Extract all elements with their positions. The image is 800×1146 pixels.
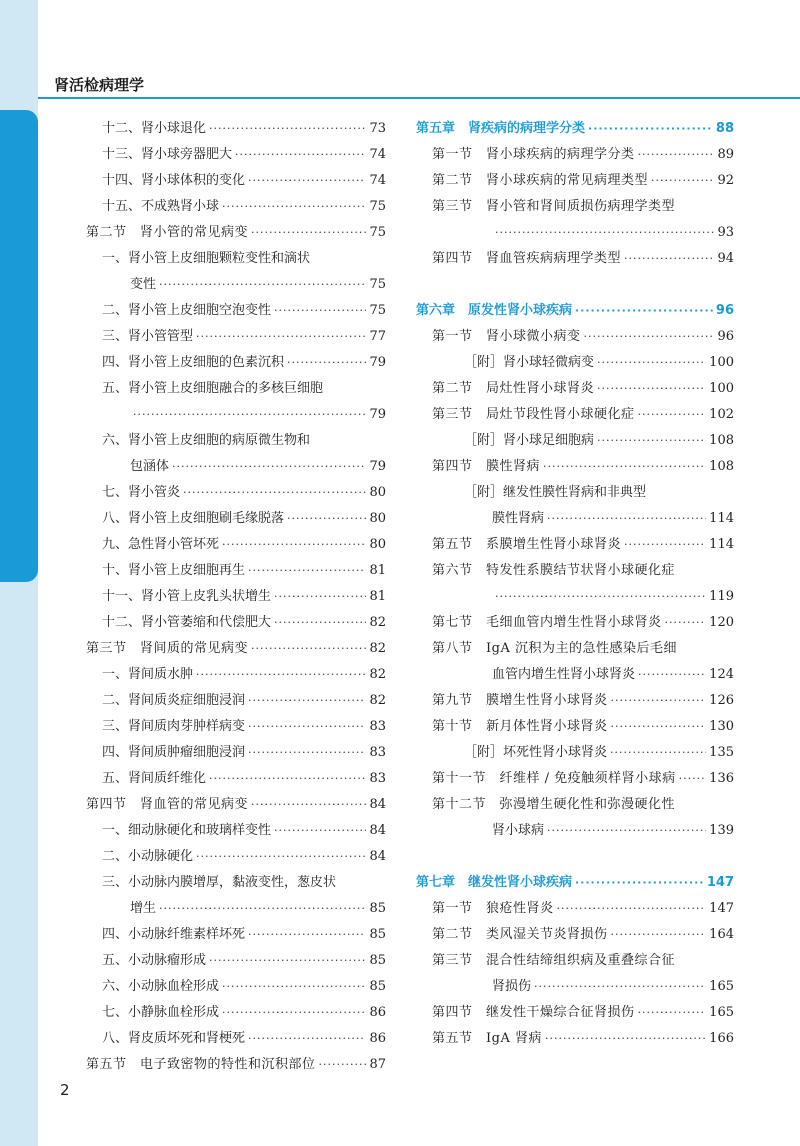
toc-entry-label: 十、肾小管上皮细胞再生 (102, 563, 246, 578)
section-gap (416, 272, 734, 298)
toc-chapter[interactable] (416, 116, 734, 142)
dot-leader (251, 792, 366, 818)
toc-entry-label: 第二节 局灶性肾小球肾炎 (432, 381, 595, 396)
header-rule (38, 97, 800, 99)
toc-entry-page: 86 (369, 1031, 386, 1046)
toc-entry-page: 82 (369, 615, 386, 630)
toc-entry-label: 第三节 肾小管和肾间质损伤病理学类型 (432, 199, 676, 214)
toc-entry[interactable] (416, 428, 734, 454)
dot-leader (557, 896, 707, 922)
toc-entry-label: 三、肾间质肉芽肿样病变 (102, 719, 246, 734)
dot-leader (183, 480, 366, 506)
side-tab (0, 110, 38, 582)
dot-leader (651, 168, 714, 194)
toc-entry-label: 四、肾小管上皮细胞的色素沉积 (102, 355, 285, 370)
toc-entry-page: 166 (709, 1031, 734, 1046)
toc-entry[interactable] (86, 662, 386, 688)
toc-entry[interactable] (416, 246, 734, 272)
toc-entry[interactable] (86, 558, 386, 584)
toc-entry-page: 82 (369, 641, 386, 656)
dot-leader (251, 220, 366, 246)
toc-entry-label: 第四节 继发性干燥综合征肾损伤 (432, 1005, 635, 1020)
toc-entry-page: 74 (369, 173, 386, 188)
toc-entry-label: 十二、肾小管萎缩和代偿肥大 (102, 615, 272, 630)
toc-entry[interactable] (416, 714, 734, 740)
toc-entry-page: 119 (709, 589, 734, 604)
toc-entry-label: 第五节 IgA 肾病 (432, 1031, 542, 1046)
toc-entry-label: 包涵体 (130, 459, 170, 474)
toc-entry[interactable] (86, 324, 386, 350)
toc-entry-label: 膜性肾病 (492, 511, 545, 526)
toc-entry-label: 一、肾小管上皮细胞颗粒变性和滴状 (102, 251, 311, 266)
dot-leader (251, 636, 366, 662)
dot-leader (287, 350, 366, 376)
toc-entry-page: 147 (709, 901, 734, 916)
toc-entry-label: 九、急性肾小管坏死 (102, 537, 220, 552)
toc-entry[interactable] (86, 766, 386, 792)
toc-entry-page: 93 (717, 225, 734, 240)
toc-entry[interactable] (86, 116, 386, 142)
toc-entry[interactable] (416, 818, 734, 844)
toc-entry-label: 第一节 狼疮性肾炎 (432, 901, 554, 916)
toc-entry-label: ［附］坏死性肾小球肾炎 (464, 745, 608, 760)
dot-leader (235, 142, 366, 168)
toc-entry[interactable] (86, 454, 386, 480)
dot-leader (172, 454, 366, 480)
toc-entry-page: 126 (709, 693, 734, 708)
dot-leader (248, 558, 366, 584)
toc-entry-page: 88 (715, 121, 734, 136)
dot-leader (248, 740, 366, 766)
toc-entry-label: 肾损伤 (492, 979, 532, 994)
dot-leader (610, 740, 706, 766)
toc-entry-label: ［附］继发性膜性肾病和非典型 (464, 485, 647, 500)
toc-entry[interactable] (416, 974, 734, 1000)
toc-entry[interactable] (416, 766, 734, 792)
dot-leader (597, 376, 706, 402)
toc-entry[interactable] (86, 376, 386, 402)
toc-entry-label: 第二节 类风湿关节炎肾损伤 (432, 927, 608, 942)
section-gap (416, 844, 734, 870)
toc-entry[interactable] (86, 168, 386, 194)
toc-entry-label: 十二、肾小球退化 (102, 121, 207, 136)
dot-leader (611, 714, 707, 740)
toc-entry-label: 第三节 混合性结缔组织病及重叠综合征 (432, 953, 676, 968)
toc-entry[interactable] (86, 636, 386, 662)
dot-leader (638, 662, 706, 688)
toc-entry-page: 80 (369, 537, 386, 552)
dot-leader (222, 1000, 366, 1026)
toc-entry-label: 四、小动脉纤维素样坏死 (102, 927, 246, 942)
dot-leader (547, 506, 706, 532)
toc-entry-page: 85 (369, 979, 386, 994)
toc-entry-label: 六、肾小管上皮细胞的病原微生物和 (102, 433, 311, 448)
toc-entry-page: 83 (369, 745, 386, 760)
toc-entry-label: 第八节 IgA 沉积为主的急性感染后毛细 (432, 641, 677, 656)
dot-leader (534, 974, 706, 1000)
toc-entry[interactable] (86, 428, 386, 454)
toc-entry-page: 81 (369, 589, 386, 604)
dot-leader (638, 402, 707, 428)
dot-leader (196, 324, 366, 350)
toc-entry[interactable] (86, 194, 386, 220)
toc-entry[interactable] (416, 142, 734, 168)
toc-entry[interactable] (86, 480, 386, 506)
toc-entry-label: 第二节 肾小管的常见病变 (86, 225, 249, 240)
dot-leader (274, 298, 366, 324)
toc-entry-label: ［附］肾小球轻微病变 (464, 355, 595, 370)
toc-left-column (86, 116, 386, 1078)
toc-entry-page: 165 (709, 979, 734, 994)
dot-leader (665, 610, 707, 636)
dot-leader (575, 870, 704, 896)
toc-entry-label: 第四节 肾血管的常见病变 (86, 797, 249, 812)
toc-entry[interactable] (86, 532, 386, 558)
dot-leader (222, 532, 366, 558)
toc-entry-label: 三、小动脉内膜增厚，黏液变性，葱皮状 (102, 875, 337, 890)
toc-entry[interactable] (416, 194, 734, 220)
toc-entry-label: 第二节 肾小球疾病的常见病理类型 (432, 173, 649, 188)
toc-entry-label: 第七节 毛细血管内增生性肾小球肾炎 (432, 615, 662, 630)
toc-entry[interactable] (86, 844, 386, 870)
dot-leader (624, 532, 706, 558)
toc-entry-label: 十四、肾小球体积的变化 (102, 173, 246, 188)
toc-entry[interactable] (416, 948, 734, 974)
toc-right-column (416, 116, 734, 1052)
toc-entry-page: 85 (369, 901, 386, 916)
toc-entry-page: 114 (709, 537, 734, 552)
toc-entry-page: 79 (369, 355, 386, 370)
toc-entry-page: 139 (709, 823, 734, 838)
toc-entry-page: 130 (709, 719, 734, 734)
toc-chapter[interactable] (416, 298, 734, 324)
toc-entry-label: 第三节 局灶节段性肾小球硬化症 (432, 407, 635, 422)
toc-entry-page: 114 (709, 511, 734, 526)
toc-entry-page: 74 (369, 147, 386, 162)
toc-entry-label: 第三节 肾间质的常见病变 (86, 641, 249, 656)
toc-entry-page: 79 (369, 407, 386, 422)
toc-entry-label: 六、小动脉血栓形成 (102, 979, 220, 994)
toc-entry-label: 八、肾皮质坏死和肾梗死 (102, 1031, 246, 1046)
dot-leader (495, 584, 706, 610)
toc-entry-page: 79 (369, 459, 386, 474)
dot-leader (611, 688, 707, 714)
toc-entry[interactable] (86, 948, 386, 974)
toc-entry[interactable] (416, 324, 734, 350)
toc-entry[interactable] (416, 584, 734, 610)
toc-entry[interactable] (416, 740, 734, 766)
dot-leader (222, 974, 366, 1000)
toc-entry[interactable] (86, 584, 386, 610)
dot-leader (611, 922, 707, 948)
page-number: 2 (60, 1081, 70, 1099)
toc-entry-label: 一、细动脉硬化和玻璃样变性 (102, 823, 272, 838)
toc-entry-label: 五、小动脉瘤形成 (102, 953, 207, 968)
toc-entry[interactable] (86, 922, 386, 948)
toc-entry-page: 136 (709, 771, 734, 786)
toc-entry-page: 73 (369, 121, 386, 136)
toc-entry[interactable] (416, 558, 734, 584)
toc-entry-label: 四、肾间质肿瘤细胞浸润 (102, 745, 246, 760)
toc-entry-label: 七、肾小管炎 (102, 485, 181, 500)
toc-entry-page: 86 (369, 1005, 386, 1020)
toc-entry-label: 八、肾小管上皮细胞刷毛缘脱落 (102, 511, 285, 526)
toc-entry-page: 75 (369, 303, 386, 318)
toc-entry[interactable] (86, 870, 386, 896)
dot-leader (248, 168, 366, 194)
toc-entry[interactable] (86, 350, 386, 376)
toc-entry-label: 第一节 肾小球疾病的病理学分类 (432, 147, 635, 162)
dot-leader (274, 818, 366, 844)
dot-leader (575, 298, 713, 324)
dot-leader (588, 116, 713, 142)
dot-leader (274, 584, 366, 610)
dot-leader (624, 246, 714, 272)
toc-entry[interactable] (416, 636, 734, 662)
toc-entry-page: 85 (369, 927, 386, 942)
toc-entry[interactable] (86, 1026, 386, 1052)
toc-entry-page: 83 (369, 719, 386, 734)
toc-entry[interactable] (416, 896, 734, 922)
toc-entry-label: 五、肾间质纤维化 (102, 771, 207, 786)
toc-entry-label: 一、肾间质水肿 (102, 667, 194, 682)
toc-entry[interactable] (416, 506, 734, 532)
toc-entry-page: 120 (709, 615, 734, 630)
dot-leader (584, 324, 715, 350)
toc-entry-label: 十一、肾小管上皮乳头状增生 (102, 589, 272, 604)
toc-entry[interactable] (86, 896, 386, 922)
toc-entry-page: 82 (369, 693, 386, 708)
dot-leader (319, 1052, 367, 1078)
toc-entry-page: 165 (709, 1005, 734, 1020)
toc-entry-label: 第十二节 弥漫增生硬化性和弥漫硬化性 (432, 797, 676, 812)
toc-entry-label: 第十节 新月体性肾小球肾炎 (432, 719, 608, 734)
toc-entry-page: 85 (369, 953, 386, 968)
toc-entry-label: 第一节 肾小球微小病变 (432, 329, 581, 344)
dot-leader (547, 818, 706, 844)
toc-entry-page: 75 (369, 277, 386, 292)
toc-entry[interactable] (416, 1000, 734, 1026)
toc-entry[interactable] (416, 922, 734, 948)
dot-leader (209, 766, 366, 792)
toc-entry-label: 十三、肾小球旁器肥大 (102, 147, 233, 162)
dot-leader (133, 402, 366, 428)
dot-leader (248, 688, 366, 714)
toc-entry[interactable] (86, 1000, 386, 1026)
toc-entry-label: 第九节 膜增生性肾小球肾炎 (432, 693, 608, 708)
dot-leader (209, 948, 366, 974)
toc-entry-page: 84 (369, 797, 386, 812)
toc-entry-label: 二、肾小管上皮细胞空泡变性 (102, 303, 272, 318)
toc-entry-page: 80 (369, 485, 386, 500)
toc-entry-page: 96 (715, 303, 734, 318)
dot-leader (159, 272, 366, 298)
toc-entry-label: 第五节 电子致密物的特性和沉积部位 (86, 1057, 316, 1072)
toc-entry-page: 94 (717, 251, 734, 266)
toc-entry[interactable] (416, 402, 734, 428)
toc-entry[interactable] (416, 376, 734, 402)
dot-leader (638, 142, 715, 168)
toc-entry-label: 二、小动脉硬化 (102, 849, 194, 864)
toc-entry-label: 肾小球病 (492, 823, 545, 838)
dot-leader (159, 896, 366, 922)
toc-entry-label: 增生 (130, 901, 157, 916)
toc-entry[interactable] (416, 168, 734, 194)
toc-entry[interactable] (86, 792, 386, 818)
dot-leader (287, 506, 366, 532)
toc-entry-page: 102 (709, 407, 734, 422)
toc-entry[interactable] (86, 740, 386, 766)
toc-entry[interactable] (86, 688, 386, 714)
dot-leader (248, 714, 366, 740)
toc-entry-page: 82 (369, 667, 386, 682)
toc-entry-label: 十五、不成熟肾小球 (102, 199, 220, 214)
toc-entry[interactable] (86, 714, 386, 740)
toc-entry-page: 84 (369, 849, 386, 864)
toc-entry-page: 108 (709, 433, 734, 448)
toc-entry-page: 75 (369, 199, 386, 214)
toc-entry-label: 第七章 继发性肾小球疾病 (416, 875, 573, 890)
toc-entry-page: 100 (709, 355, 734, 370)
toc-entry[interactable] (86, 298, 386, 324)
toc-entry[interactable] (86, 818, 386, 844)
dot-leader (196, 662, 366, 688)
toc-entry-page: 84 (369, 823, 386, 838)
dot-leader (543, 454, 706, 480)
toc-entry[interactable] (416, 1026, 734, 1052)
dot-leader (222, 194, 366, 220)
dot-leader (679, 766, 707, 792)
toc-entry[interactable] (416, 688, 734, 714)
dot-leader (638, 1000, 707, 1026)
toc-entry-page: 164 (709, 927, 734, 942)
toc-entry[interactable] (416, 220, 734, 246)
dot-leader (545, 1026, 706, 1052)
toc-entry[interactable] (86, 974, 386, 1000)
toc-entry-page: 135 (709, 745, 734, 760)
toc-entry[interactable] (86, 142, 386, 168)
book-title: 肾活检病理学 (54, 76, 145, 94)
dot-leader (597, 428, 706, 454)
toc-entry-page: 124 (709, 667, 734, 682)
toc-entry-page: 89 (717, 147, 734, 162)
toc-entry-label: 血管内增生性肾小球肾炎 (492, 667, 636, 682)
toc-entry[interactable] (86, 1052, 386, 1078)
toc-entry-label: 第五章 肾疾病的病理学分类 (416, 121, 586, 136)
toc-entry-page: 147 (706, 875, 734, 890)
toc-entry[interactable] (86, 246, 386, 272)
toc-entry[interactable] (86, 506, 386, 532)
toc-entry-label: 三、肾小管管型 (102, 329, 194, 344)
toc-entry-page: 83 (369, 771, 386, 786)
dot-leader (209, 116, 366, 142)
toc-entry[interactable] (86, 610, 386, 636)
toc-entry[interactable] (86, 220, 386, 246)
toc-entry-page: 100 (709, 381, 734, 396)
toc-entry-label: ［附］肾小球足细胞病 (464, 433, 595, 448)
dot-leader (274, 610, 366, 636)
toc-entry-page: 80 (369, 511, 386, 526)
toc-entry-label: 二、肾间质炎症细胞浸润 (102, 693, 246, 708)
toc-entry[interactable] (416, 610, 734, 636)
toc-entry-page: 87 (369, 1057, 386, 1072)
dot-leader (248, 922, 366, 948)
toc-entry[interactable] (416, 532, 734, 558)
toc-entry[interactable] (86, 272, 386, 298)
toc-entry-page: 75 (369, 225, 386, 240)
toc-entry-label: 第四节 膜性肾病 (432, 459, 541, 474)
toc-chapter[interactable] (416, 870, 734, 896)
toc-entry[interactable] (416, 792, 734, 818)
toc-entry[interactable] (416, 662, 734, 688)
toc-entry-label: 五、肾小管上皮细胞融合的多核巨细胞 (102, 381, 324, 396)
toc-entry-label: 七、小静脉血栓形成 (102, 1005, 220, 1020)
toc-entry-label: 第六章 原发性肾小球疾病 (416, 303, 573, 318)
toc-entry-page: 77 (369, 329, 386, 344)
toc-entry-page: 81 (369, 563, 386, 578)
dot-leader (597, 350, 706, 376)
toc-entry-page: 96 (717, 329, 734, 344)
toc-entry[interactable] (86, 402, 386, 428)
dot-leader (196, 844, 366, 870)
toc-entry-label: 第五节 系膜增生性肾小球肾炎 (432, 537, 622, 552)
toc-entry[interactable] (416, 454, 734, 480)
toc-entry-label: 变性 (130, 277, 157, 292)
dot-leader (248, 1026, 366, 1052)
toc-entry-page: 92 (717, 173, 734, 188)
toc-entry-label: 第十一节 纤维样 / 免疫触须样肾小球病 (432, 771, 676, 786)
toc-entry-page: 108 (709, 459, 734, 474)
toc-entry-label: 第四节 肾血管疾病病理学类型 (432, 251, 622, 266)
toc-entry[interactable] (416, 350, 734, 376)
dot-leader (495, 220, 714, 246)
toc-entry[interactable] (416, 480, 734, 506)
toc-entry-label: 第六节 特发性系膜结节状肾小球硬化症 (432, 563, 676, 578)
